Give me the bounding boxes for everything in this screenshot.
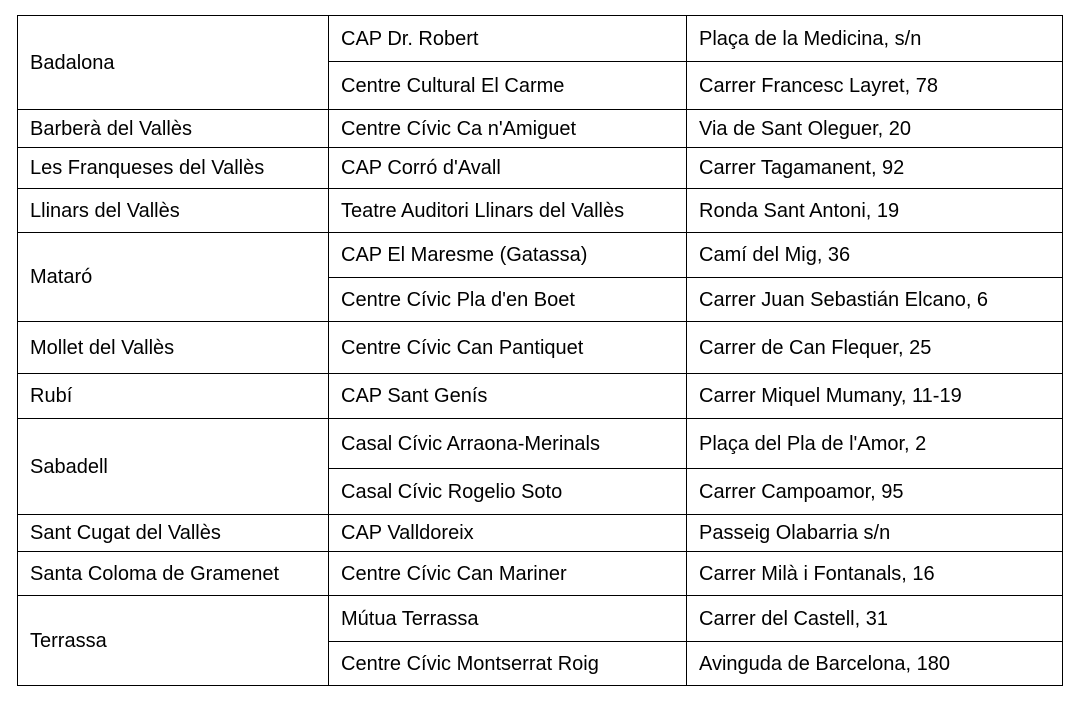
address-cell: Carrer Tagamanent, 92 <box>687 148 1063 189</box>
table-row <box>18 419 1063 469</box>
address-cell: Carrer Miquel Mumany, 11-19 <box>687 374 1063 419</box>
address-cell: Passeig Olabarria s/n <box>687 515 1063 552</box>
city-cell: Santa Coloma de Gramenet <box>18 552 329 596</box>
locations-table <box>17 15 1063 686</box>
venue-cell: CAP Dr. Robert <box>329 16 687 62</box>
venue-cell: Centre Cívic Can Pantiquet <box>329 322 687 374</box>
table-row <box>18 110 1063 148</box>
table-row <box>18 233 1063 278</box>
city-cell: Rubí <box>18 374 329 419</box>
city-cell: Sant Cugat del Vallès <box>18 515 329 552</box>
table-row <box>18 596 1063 642</box>
venue-cell: Centre Cultural El Carme <box>329 62 687 110</box>
city-cell: Sabadell <box>18 419 329 515</box>
address-cell: Plaça de la Medicina, s/n <box>687 16 1063 62</box>
address-cell: Plaça del Pla de l'Amor, 2 <box>687 419 1063 469</box>
address-cell: Carrer Milà i Fontanals, 16 <box>687 552 1063 596</box>
table-row <box>18 16 1063 62</box>
address-cell: Carrer Juan Sebastián Elcano, 6 <box>687 278 1063 322</box>
locations-table-body <box>18 16 1063 686</box>
city-cell: Les Franqueses del Vallès <box>18 148 329 189</box>
table-row <box>18 189 1063 233</box>
table-row <box>18 148 1063 189</box>
venue-cell: Centre Cívic Ca n'Amiguet <box>329 110 687 148</box>
venue-cell: Casal Cívic Arraona-Merinals <box>329 419 687 469</box>
address-cell: Carrer de Can Flequer, 25 <box>687 322 1063 374</box>
venue-cell: Teatre Auditori Llinars del Vallès <box>329 189 687 233</box>
address-cell: Carrer del Castell, 31 <box>687 596 1063 642</box>
venue-cell: CAP Valldoreix <box>329 515 687 552</box>
city-cell: Llinars del Vallès <box>18 189 329 233</box>
venue-cell: Casal Cívic Rogelio Soto <box>329 469 687 515</box>
table-row <box>18 552 1063 596</box>
venue-cell: CAP Corró d'Avall <box>329 148 687 189</box>
table-row <box>18 374 1063 419</box>
city-cell: Mollet del Vallès <box>18 322 329 374</box>
city-cell: Terrassa <box>18 596 329 686</box>
venue-cell: Centre Cívic Montserrat Roig <box>329 642 687 686</box>
city-cell: Badalona <box>18 16 329 110</box>
table-row <box>18 322 1063 374</box>
venue-cell: Centre Cívic Can Mariner <box>329 552 687 596</box>
venue-cell: CAP Sant Genís <box>329 374 687 419</box>
address-cell: Carrer Campoamor, 95 <box>687 469 1063 515</box>
address-cell: Carrer Francesc Layret, 78 <box>687 62 1063 110</box>
venue-cell: CAP El Maresme (Gatassa) <box>329 233 687 278</box>
city-cell: Barberà del Vallès <box>18 110 329 148</box>
address-cell: Camí del Mig, 36 <box>687 233 1063 278</box>
table-row <box>18 515 1063 552</box>
venue-cell: Centre Cívic Pla d'en Boet <box>329 278 687 322</box>
city-cell: Mataró <box>18 233 329 322</box>
address-cell: Ronda Sant Antoni, 19 <box>687 189 1063 233</box>
address-cell: Via de Sant Oleguer, 20 <box>687 110 1063 148</box>
venue-cell: Mútua Terrassa <box>329 596 687 642</box>
address-cell: Avinguda de Barcelona, 180 <box>687 642 1063 686</box>
